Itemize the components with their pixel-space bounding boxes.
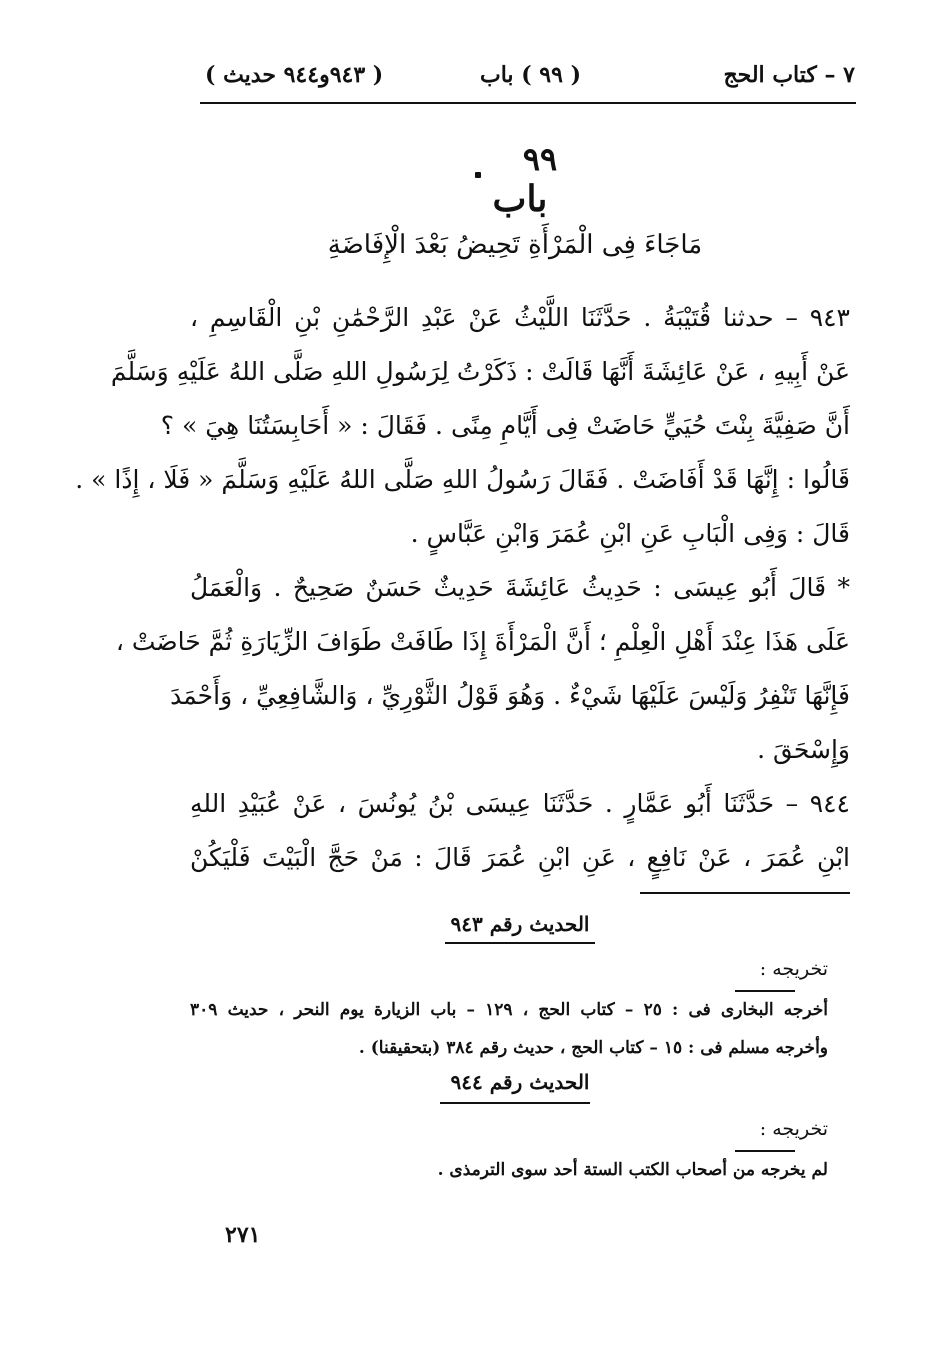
body-line: وَإِسْحَقَ . xyxy=(757,735,850,764)
body-line: قَالَ : وَفِى الْبَابِ عَنِ ابْنِ عُمَرَ وَابْنِ عَبَّاسٍ . xyxy=(410,519,850,548)
header-hadith-range: ( ٩٤٣و٩٤٤ حديث ) xyxy=(205,62,384,88)
body-line: ابْنِ عُمَرَ ، عَنْ نَافِعٍ ، عَنِ ابْنِ عُمَرَ قَالَ : مَنْ حَجَّ الْبَيْتَ فَلْيَكُنْ xyxy=(190,843,850,872)
footnote-heading-944: الحديث رقم ٩٤٤ xyxy=(450,1070,590,1094)
chapter-title: مَاجَاءَ فِى الْمَرْأَةِ تَحِيضُ بَعْدَ الْإِفَاضَةِ xyxy=(327,230,703,260)
scan-speck xyxy=(475,172,481,178)
footnote-heading-943: الحديث رقم ٩٤٣ xyxy=(450,912,590,936)
body-line: ٩٤٣ – حدثنا قُتَيْبَةُ . حَدَّثَنَا اللَّيْثُ عَنْ عَبْدِ الرَّحْمَٰنِ بْنِ الْقَاسِمِ ، xyxy=(190,303,850,332)
footnote-sub-rule xyxy=(735,990,795,992)
header-book-title: ٧ – كتاب الحج xyxy=(723,62,855,88)
body-line: عَنْ أَبِيهِ ، عَنْ عَائِشَةَ أَنَّهَا قَالَتْ : ذَكَرْتُ لِرَسُولِ اللهِ صَلَّى اللهُ عَلَيْهِ وَسَلَّمَ xyxy=(110,357,850,386)
footnote-sub-rule xyxy=(735,1150,795,1152)
chapter-word: باب xyxy=(492,178,548,220)
footnote-separator xyxy=(640,892,850,894)
header-chapter-label: ( ٩٩ ) باب xyxy=(480,62,581,88)
page-number: ٢٧١ xyxy=(225,1222,261,1248)
chapter-number: ٩٩ xyxy=(522,140,558,178)
footnote-sub-943: تخريجه : xyxy=(759,958,828,980)
body-line: * قَالَ أَبُو عِيسَى : حَدِيثُ عَائِشَةَ حَدِيثٌ حَسَنٌ صَحِيحٌ . وَالْعَمَلُ xyxy=(190,573,850,602)
running-header xyxy=(205,62,855,102)
body-line: قَالُوا : إِنَّهَا قَدْ أَفَاضَتْ . فَقَالَ رَسُولُ اللهِ صَلَّى اللهُ عَلَيْهِ وَسَلَّمَ « فَلَا ، إِذًا » . xyxy=(75,465,850,494)
footnote-line: وأخرجه مسلم فى : ١٥ – كتاب الحج ، حديث رقم ٣٨٤ (بتحقيقنا) . xyxy=(358,1038,828,1058)
header-rule xyxy=(200,102,856,104)
body-line: أَنَّ صَفِيَّةَ بِنْتَ حُيَيٍّ حَاضَتْ فِى أَيَّامِ مِنًى . فَقَالَ : « أَحَابِسَتُنَا هِيَ » ؟ xyxy=(160,411,850,440)
footnote-heading-rule xyxy=(445,942,595,944)
body-line: فَإِنَّهَا تَنْفِرُ وَلَيْسَ عَلَيْهَا شَيْءٌ . وَهُوَ قَوْلُ الثَّوْرِيِّ ، وَالشَّافِعِيِّ ، وَأَحْمَدَ xyxy=(170,681,850,710)
footnote-line: لم يخرجه من أصحاب الكتب الستة أحد سوى الترمذى . xyxy=(437,1160,828,1180)
body-line: ٩٤٤ – حَدَّثَنَا أَبُو عَمَّارٍ . حَدَّثَنَا عِيسَى بْنُ يُونُسَ ، عَنْ عُبَيْدِ اللهِ xyxy=(190,789,850,818)
body-line: عَلَى هَذَا عِنْدَ أَهْلِ الْعِلْمِ ؛ أَنَّ الْمَرْأَةَ إِذَا طَافَتْ طَوَافَ الزِّيَارَةِ ثُمَّ حَاضَتْ ، xyxy=(115,627,850,656)
footnote-sub-944: تخريجه : xyxy=(759,1118,828,1140)
footnote-line: أخرجه البخارى فى : ٢٥ – كتاب الحج ، ١٢٩ – باب الزيارة يوم النحر ، حديث ٣٠٩ xyxy=(190,1000,828,1020)
footnote-heading-rule xyxy=(440,1102,590,1104)
